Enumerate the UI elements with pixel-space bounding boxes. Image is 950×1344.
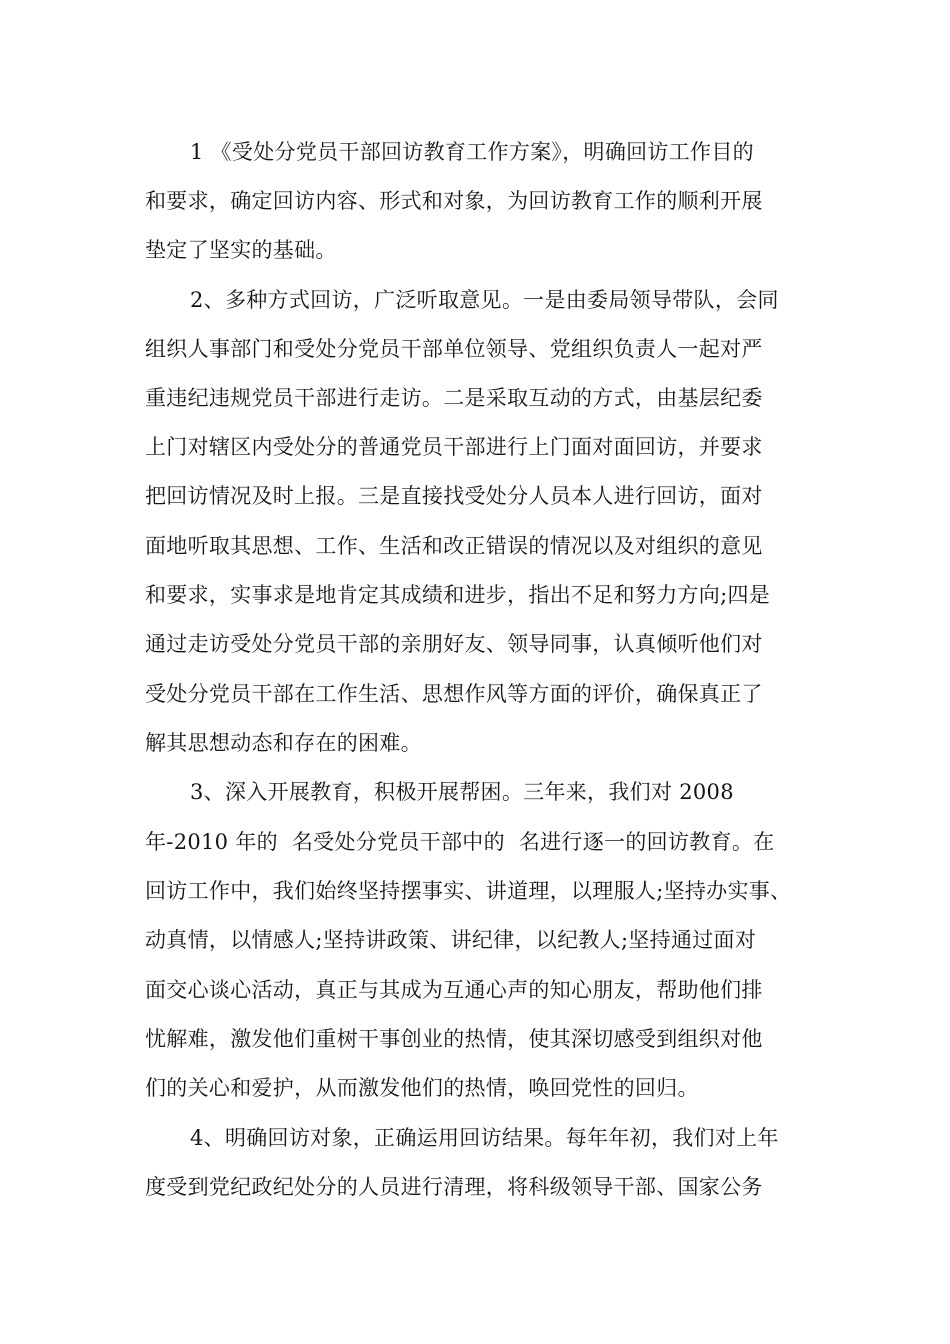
text-line: 面地听取其思想、工作、生活和改正错误的情况以及对组织的意见	[145, 534, 763, 558]
text-line: 受处分党员干部在工作生活、思想作风等方面的评价，确保真正了	[145, 682, 763, 706]
text-line: 1 《受处分党员干部回访教育工作方案》，明确回访工作目的	[190, 140, 754, 164]
text-line: 和要求，实事求是地肯定其成绩和进步，指出不足和努力方向;四是	[145, 583, 771, 607]
text-line: 和要求，确定回访内容、形式和对象，为回访教育工作的顺利开展	[145, 189, 763, 213]
text-line: 面交心谈心活动，真正与其成为互通心声的知心朋友，帮助他们排	[145, 978, 763, 1002]
text-line: 度受到党纪政纪处分的人员进行清理，将科级领导干部、国家公务	[145, 1175, 763, 1199]
text-line: 回访工作中，我们始终坚持摆事实、讲道理，以理服人;坚持办实事、	[145, 879, 792, 903]
text-line: 3、深入开展教育，积极开展帮困。三年来，我们对 2008	[190, 780, 734, 804]
text-line: 们的关心和爱护，从而激发他们的热情，唤回党性的回归。	[145, 1076, 699, 1100]
text-line: 垫定了坚实的基础。	[145, 238, 337, 262]
text-line: 组织人事部门和受处分党员干部单位领导、党组织负责人一起对严	[145, 337, 763, 361]
text-line: 动真情，以情感人;坚持讲政策、讲纪律，以纪教人;坚持通过面对	[145, 928, 757, 952]
text-line: 忧解难，激发他们重树干事创业的热情，使其深切感受到组织对他	[145, 1027, 763, 1051]
text-line: 通过走访受处分党员干部的亲朋好友、领导同事，认真倾听他们对	[145, 632, 763, 656]
text-line: 4、明确回访对象，正确运用回访结果。每年年初，我们对上年	[190, 1126, 779, 1150]
text-line: 重违纪违规党员干部进行走访。二是采取互动的方式，由基层纪委	[145, 386, 763, 410]
text-line: 上门对辖区内受处分的普通党员干部进行上门面对面回访，并要求	[145, 435, 763, 459]
text-line: 2、多种方式回访，广泛听取意见。一是由委局领导带队，会同	[190, 288, 779, 312]
text-line: 把回访情况及时上报。三是直接找受处分人员本人进行回访，面对	[145, 484, 763, 508]
text-line: 解其思想动态和存在的困难。	[145, 731, 422, 755]
text-line: 年-2010 年的 名受处分党员干部中的 名进行逐一的回访教育。在	[145, 830, 775, 854]
